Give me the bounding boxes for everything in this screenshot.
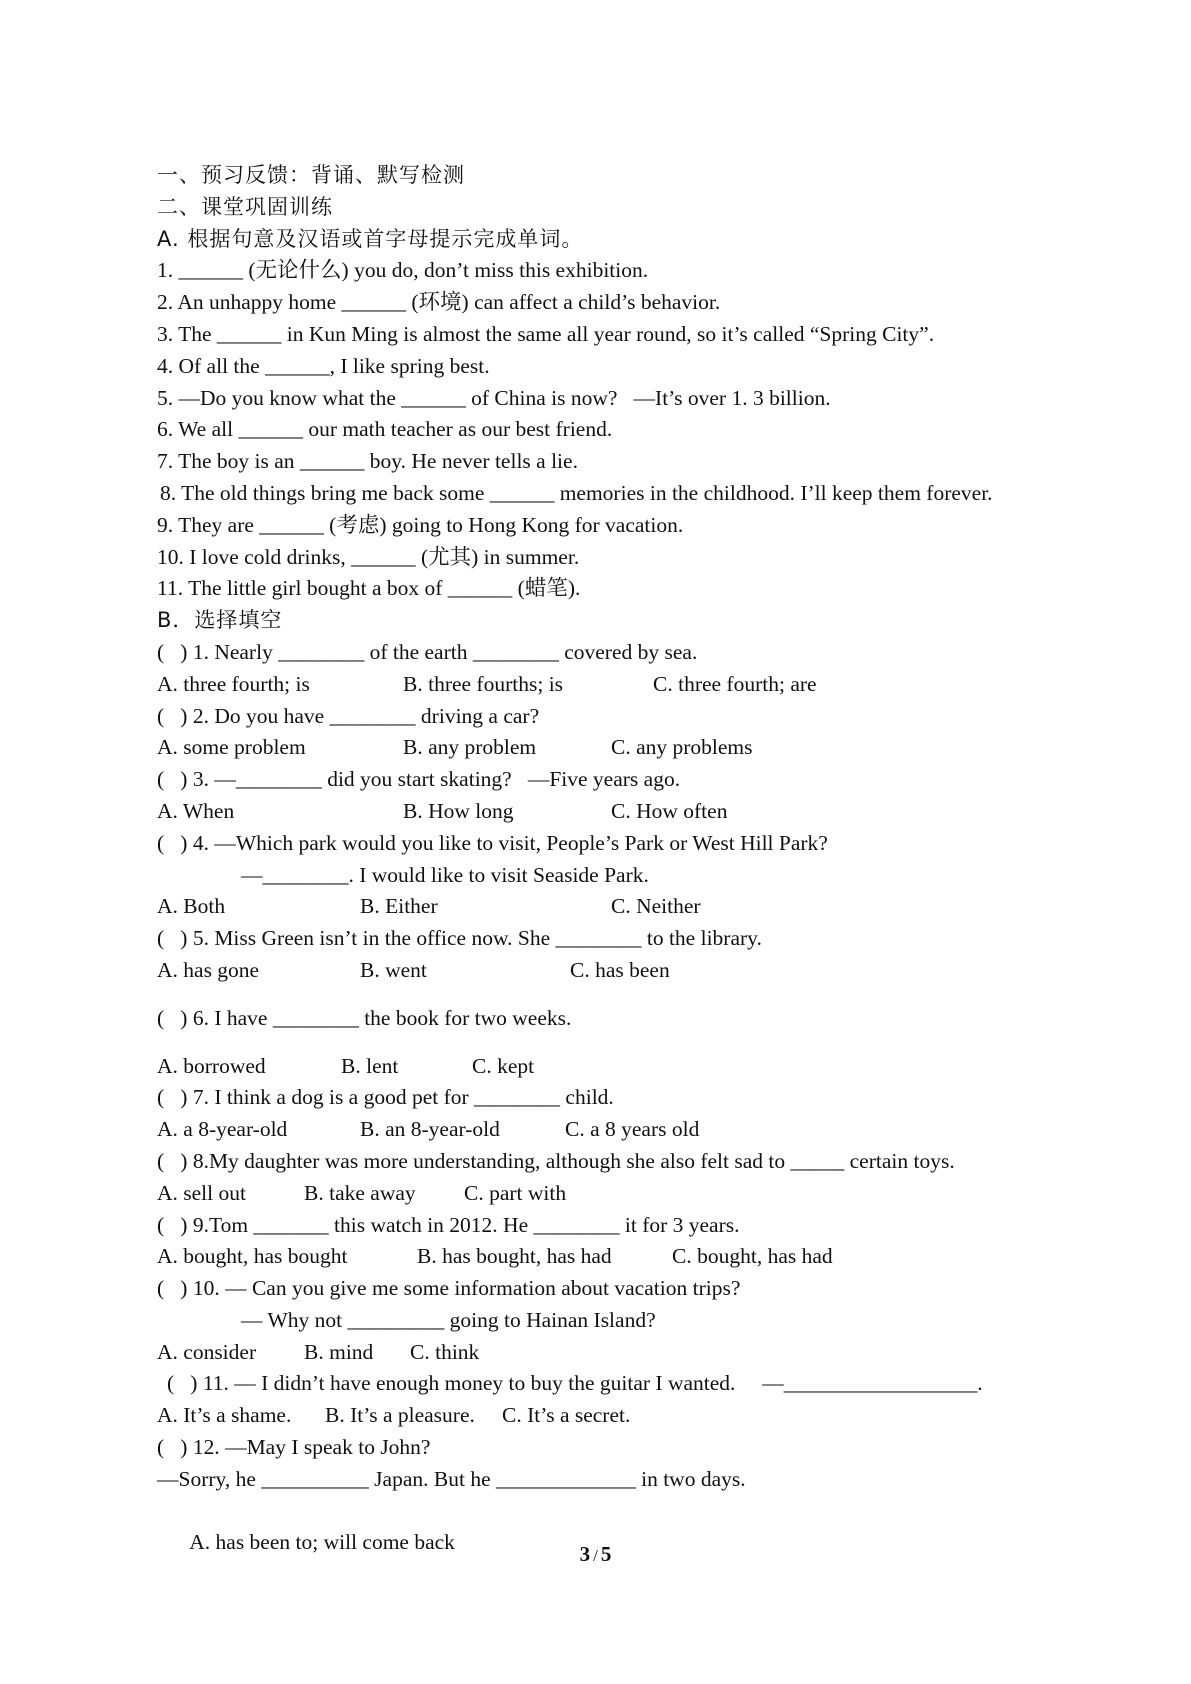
mc-question-4-reply: —________. I would like to visit Seaside Park.	[241, 862, 649, 887]
page-total: 5	[600, 1542, 612, 1566]
mc-question-11: ( ) 11. — I didn’t have enough money to buy the guitar I wanted. —__________________.	[167, 1371, 983, 1396]
option-c: C. has been	[570, 957, 670, 982]
part-a-item-5: 5. —Do you know what the ______ of China is now? —It’s over 1. 3 billion.	[157, 385, 831, 410]
mc-question-12-reply: —Sorry, he __________ Japan. But he _____________ in two days.	[157, 1466, 746, 1491]
mc-question-7: ( ) 7. I think a dog is a good pet for ________ child.	[157, 1085, 614, 1110]
option-c: C. three fourth; are	[653, 671, 817, 696]
option-b: B. How long	[403, 798, 514, 823]
page-separator: /	[593, 1546, 598, 1565]
option-b: B. an 8-year-old	[360, 1117, 500, 1142]
part-a-item-9: 9. They are ______ (考虑) going to Hong Kong for vacation.	[157, 512, 684, 537]
mc-question-4: ( ) 4. —Which park would you like to visit, People’s Park or West Hill Park?	[157, 830, 828, 855]
option-c: C. any problems	[611, 735, 753, 760]
mc-question-12: ( ) 12. —May I speak to John?	[157, 1435, 431, 1460]
option-a: A. has gone	[157, 957, 260, 982]
section-heading-classroom-practice: 二、课堂巩固训练	[157, 194, 333, 219]
option-c: C. Neither	[611, 894, 701, 919]
mc-options-11	[157, 1400, 1097, 1432]
option-a: A. It’s a shame.	[157, 1403, 292, 1428]
mc-question-9: ( ) 9.Tom _______ this watch in 2012. He ________ it for 3 years.	[157, 1212, 740, 1237]
option-b: B. It’s a pleasure.	[325, 1403, 475, 1428]
option-b: B. mind	[304, 1339, 374, 1364]
mc-question-10: ( ) 10. — Can you give me some information about vacation trips?	[157, 1276, 741, 1301]
part-a-item-11: 11. The little girl bought a box of ______ (蜡笔).	[157, 576, 581, 601]
option-b: B. lent	[341, 1053, 399, 1078]
option-b: B. Either	[360, 894, 438, 919]
part-a-item-6: 6. We all ______ our math teacher as our best friend.	[157, 417, 613, 442]
part-a-item-2: 2. An unhappy home ______ (环境) can affect a child’s behavior.	[157, 290, 721, 315]
mc-options-10	[157, 1337, 1097, 1369]
mc-options-8	[157, 1178, 1097, 1210]
mc-question-2: ( ) 2. Do you have ________ driving a car?	[157, 703, 540, 728]
option-a: A. Both	[157, 894, 226, 919]
option-a: A. some problem	[157, 735, 306, 760]
option-a: A. sell out	[157, 1180, 246, 1205]
mc-question-3: ( ) 3. —________ did you start skating? —Five years ago.	[157, 767, 681, 792]
option-a: A. When	[157, 798, 235, 823]
mc-options-6	[157, 1051, 1097, 1083]
part-a-item-10: 10. I love cold drinks, ______ (尤其) in summer.	[157, 544, 580, 569]
mc-question-5: ( ) 5. Miss Green isn’t in the office now. She ________ to the library.	[157, 926, 762, 951]
option-b: B. any problem	[403, 735, 537, 760]
option-b: B. has bought, has had	[417, 1244, 612, 1269]
option-a: A. bought, has bought	[157, 1244, 348, 1269]
option-a: A. consider	[157, 1339, 257, 1364]
mc-question-10-reply: — Why not _________ going to Hainan Island?	[241, 1307, 656, 1332]
option-c: C. a 8 years old	[565, 1117, 700, 1142]
option-b: B. went	[360, 957, 427, 982]
option-c: C. How often	[611, 798, 728, 823]
part-a-item-8: 8. The old things bring me back some ______ memories in the childhood. I’ll keep them forever.	[160, 480, 993, 505]
mc-options-1	[157, 669, 1097, 701]
part-a-item-1: 1. ______ (无论什么) you do, don’t miss this exhibition.	[157, 258, 649, 283]
mc-options-9	[157, 1241, 1097, 1273]
option-c: C. part with	[464, 1180, 567, 1205]
mc-options-4	[157, 891, 1097, 923]
mc-options-5	[157, 955, 1097, 987]
part-a-item-7: 7. The boy is an ______ boy. He never tells a lie.	[157, 449, 578, 474]
mc-options-3	[157, 796, 1097, 828]
part-a-item-4: 4. Of all the ______, I like spring best.	[157, 353, 490, 378]
option-b: B. three fourths; is	[403, 671, 564, 696]
page-current: 3	[579, 1542, 591, 1566]
mc-options-12	[157, 1496, 1097, 1555]
option-c: C. kept	[472, 1053, 535, 1078]
mc-options-7	[157, 1114, 1097, 1146]
mc-options-2	[157, 732, 1097, 764]
option-a: A. has been to; will come back	[189, 1530, 455, 1555]
section-heading-preview-feedback: 一、预习反馈：背诵、默写检测	[157, 163, 465, 187]
part-a-item-3: 3. The ______ in Kun Ming is almost the same all year round, so it’s called “Spring City”.	[157, 321, 935, 346]
worksheet-content	[157, 160, 1097, 1555]
option-c: C. It’s a secret.	[502, 1403, 631, 1428]
mc-question-1: ( ) 1. Nearly ________ of the earth ________ covered by sea.	[157, 639, 698, 664]
option-b: B. take away	[304, 1180, 416, 1205]
part-a-title: A. 根据句意及汉语或首字母提示完成单词。	[157, 226, 584, 251]
option-a: A. a 8-year-old	[157, 1117, 288, 1142]
option-a: A. borrowed	[157, 1053, 266, 1078]
option-c: C. think	[410, 1339, 480, 1364]
mc-question-6: ( ) 6. I have ________ the book for two weeks.	[157, 1005, 572, 1030]
mc-question-8: ( ) 8.My daughter was more understanding, although she also felt sad to _____ certain toys.	[157, 1148, 955, 1173]
part-b-title: B．选择填空	[157, 608, 283, 633]
option-c: C. bought, has had	[672, 1244, 833, 1269]
page-number	[0, 1542, 1191, 1567]
option-a: A. three fourth; is	[157, 671, 310, 696]
